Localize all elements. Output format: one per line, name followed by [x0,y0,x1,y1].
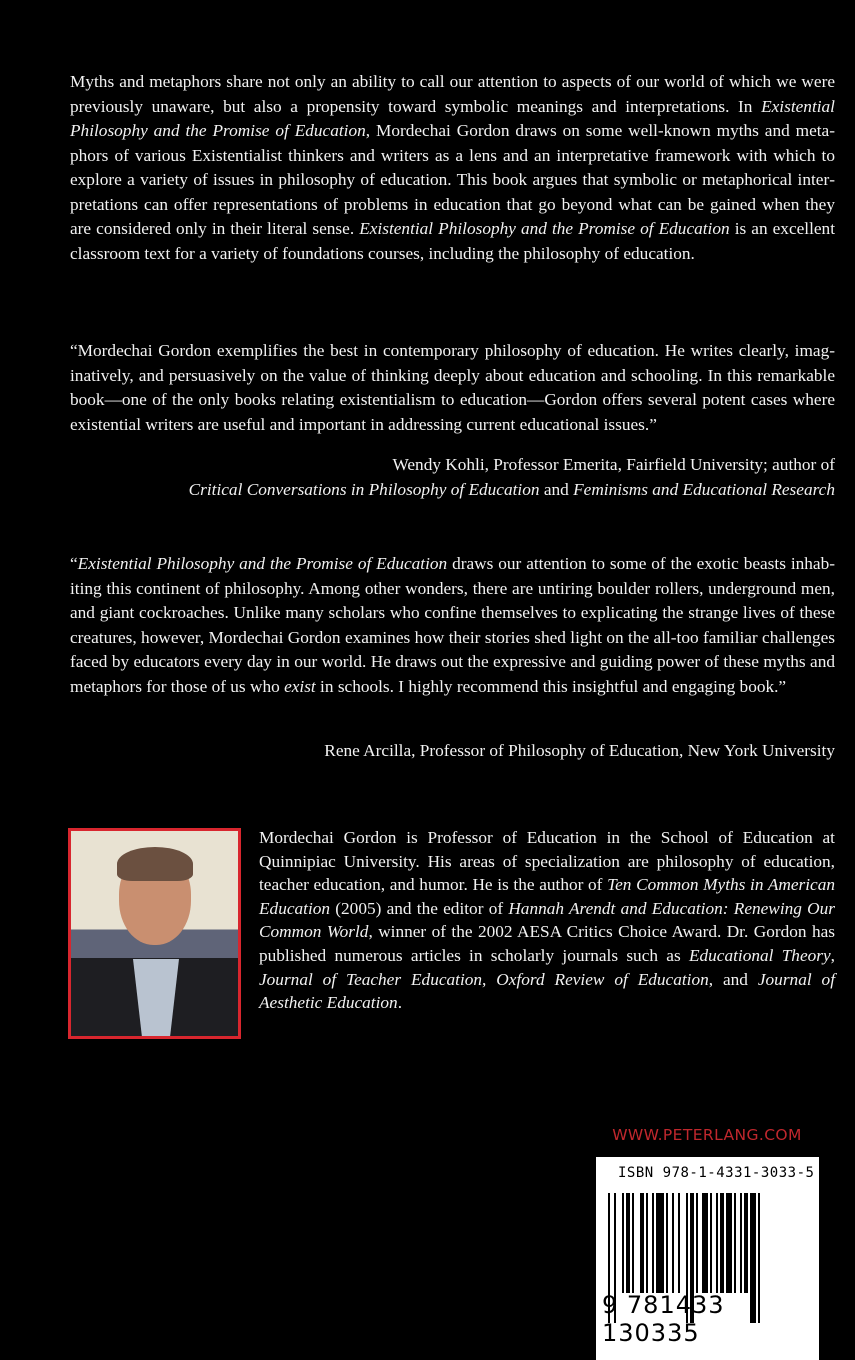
italic-title: Journal of Teacher Education [259,969,483,989]
book-title-2: Feminisms and Educational Research [573,480,835,499]
italic-title: Oxford Review of Education [496,969,709,989]
text-segment: in schools. I highly recommend this insightful and engaging book.” [315,676,787,696]
italic-title: Educational Theory [688,945,831,965]
text-segment: , winner of the 2002 AESA Critics Choice Award. Dr. Gordon has published numerous articles in scholarly journals such as [259,922,835,965]
barcode-bar [740,1193,742,1293]
barcode-bar [678,1193,680,1293]
text-segment: (2005) and the editor of [330,898,509,918]
conjunction: and [539,480,574,499]
barcode-bar [696,1193,698,1293]
publisher-url[interactable]: WWW.PETERLANG.COM [612,1126,802,1144]
barcode-bar [726,1193,732,1293]
attribution-kohli-line1: Wendy Kohli, Professor Emerita, Fairfield University; author of [392,455,835,474]
italic-title: Hannah Arendt and Education: Renewing Our Common World [259,898,835,942]
barcode-bar [734,1193,736,1293]
text-segment: , and [708,969,758,989]
text-segment: . [397,993,403,1013]
author-photo [68,828,241,1039]
barcode-bar [744,1193,748,1293]
barcode-bar [710,1193,712,1293]
barcode-bar [652,1193,654,1293]
italic-title: exist [284,676,316,696]
book-description [70,70,835,266]
barcode-bar [702,1193,708,1293]
attribution-arcilla: Rene Arcilla, Professor of Philosophy of Education, New York University [324,741,835,760]
attribution-kohli [189,452,835,502]
barcode-bar [646,1193,648,1293]
author-bio [259,826,835,1015]
text-segment: Mordechai Gordon is Professor of Education in the School of Education at Quinnipiac University. His areas of specialization are philosophy of education, teacher education, and humor. He is the author of [259,828,835,895]
barcode-bar [720,1193,724,1293]
text-segment: , [830,945,835,965]
barcode-bar [716,1193,718,1293]
text-segment: , Mordechai Gordon draws on some well-known myths and metaphors of various Existentialist thinkers and writers as a lens and an interpretative framework with which to explore a variety of issues in philosophy of education. This book argues that symbolic or metaphorical interpretations can offer representations of problems in education that go beyond what can be gained when they are considered only in their literal sense. [70,121,835,238]
text-segment: “Mordechai Gordon exemplifies the best in contemporary philosophy of education. He writes clearly, imaginatively, and persuasively on the value of thinking deeply about education and schooling. In this remarkable book—one of the only books relating existentialism to education—Gordon offers several potent cases where existential writers are useful and important in addressing current educational issues.” [70,341,835,434]
book-title-1: Critical Conversations in Philosophy of Education [188,480,540,499]
barcode-bar [622,1193,624,1293]
text-segment: is an excellent classroom text for a variety of foundations courses, including the philosophy of education. [70,219,835,263]
italic-title: Existential Philosophy and the Promise of Education [70,96,835,140]
endorsement-kohli [70,339,835,437]
italic-title: Existential Philosophy and the Promise of Education [77,554,448,573]
text-segment: , [482,969,497,989]
italic-title: Ten Common Myths in American Education [259,875,835,918]
ean-number: 9 781433 130335 [602,1291,725,1347]
text-segment: Myths and metaphors share not only an ability to call our attention to aspects of our world of which we were previously unaware, but also a propensity toward symbolic meanings and interpretations. In [70,72,835,116]
text-segment: “ [70,554,78,573]
barcode-bar [672,1193,674,1293]
barcode-bar [666,1193,668,1293]
isbn-barcode [596,1157,819,1360]
italic-title: Journal of Aesthetic Education [259,969,835,1013]
barcode-bar [626,1193,630,1293]
endorsement-arcilla [70,552,835,699]
italic-title: Existential Philosophy and the Promise of Education [359,219,730,238]
text-segment: draws our attention to some of the exotic beasts inhabiting this continent of philosophy. Among other wonders, there are untiring boulder rollers, underground men, and giant cockroaches. Unlike many scholars who confine themselves to explicating the strange lives of these creatures, however, Mordechai Gordon examines how their stories shed light on the all-too familiar challenges faced by educators every day in our world. He draws out the expressive and guiding power of these myths and metaphors for those of us who [70,554,835,696]
barcode-bar [632,1193,634,1293]
barcode-bar [656,1193,664,1293]
isbn-label: ISBN 978-1-4331-3033-5 [618,1165,815,1181]
barcode-bar [640,1193,644,1293]
